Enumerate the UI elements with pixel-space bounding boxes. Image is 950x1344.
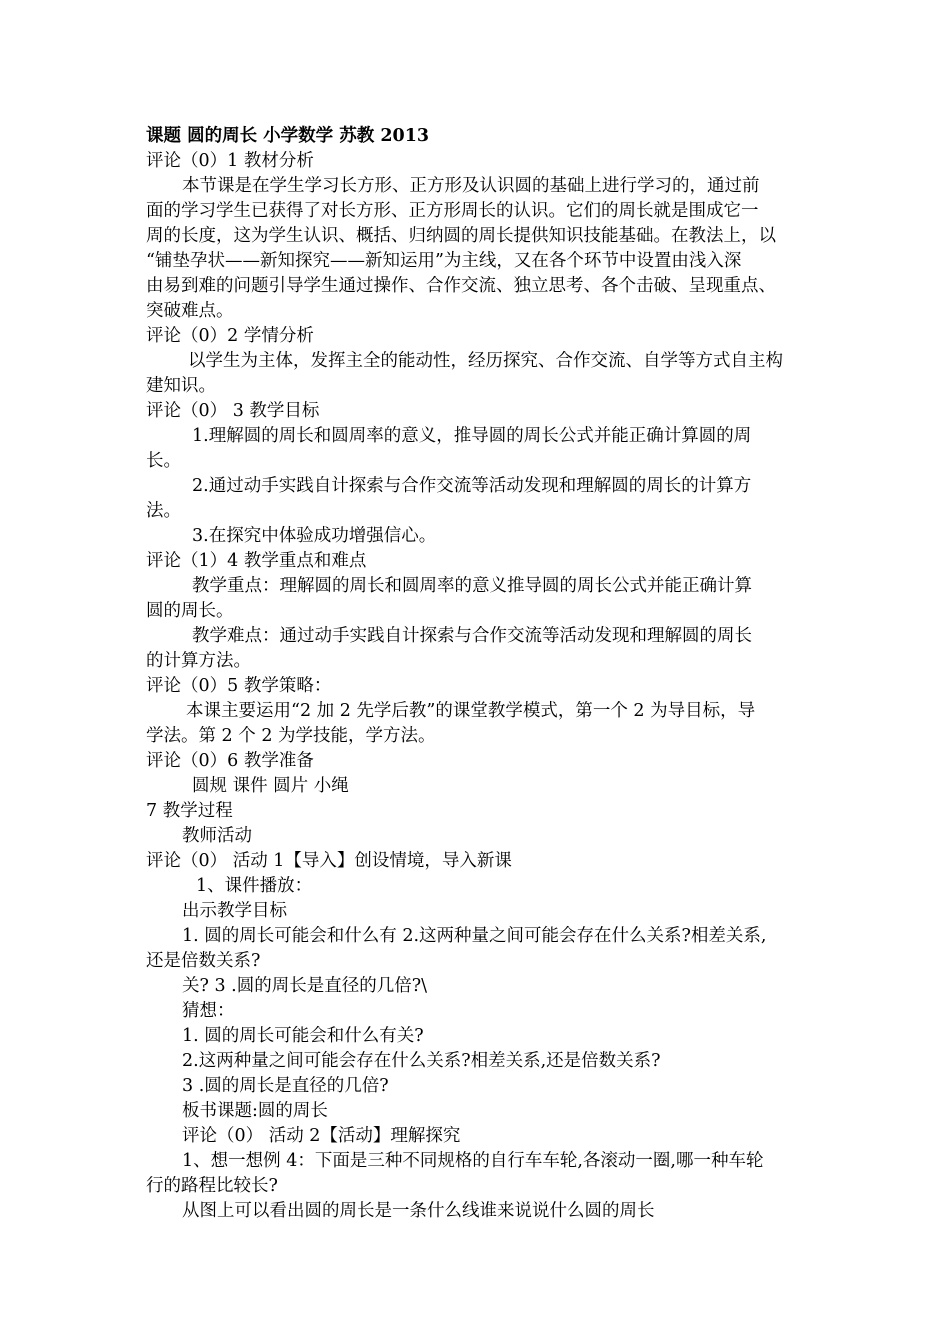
paragraph-line: 建知识。 xyxy=(146,376,216,396)
paragraph-line: 还是倍数关系? xyxy=(146,951,261,971)
section-heading: 评论（0）6 教学准备 xyxy=(146,751,314,771)
paragraph-line: 2.这两种量之间可能会存在什么关系?相差关系,还是倍数关系? xyxy=(182,1051,661,1071)
paragraph-line: 突破难点。 xyxy=(146,301,234,321)
paragraph-line: 周的长度，这为学生认识、概括、归纳圆的周长提供知识技能基础。在教法上，以 xyxy=(146,226,776,246)
paragraph-line: 1、想一想例 4：下面是三种不同规格的自行车车轮,各滚动一圈,哪一种车轮 xyxy=(182,1151,764,1171)
paragraph-line: 教学重点：理解圆的周长和圆周率的意义推导圆的周长公式并能正确计算 xyxy=(192,576,752,596)
section-heading: 评论（0） 活动 2【活动】理解探究 xyxy=(182,1126,461,1146)
paragraph-line: 教学难点：通过动手实践自计探索与合作交流等活动发现和理解圆的周长 xyxy=(192,626,752,646)
section-heading: 评论（0）5 教学策略： xyxy=(146,676,332,696)
paragraph-line: 本节课是在学生学习长方形、正方形及认识圆的基础上进行学习的，通过前 xyxy=(182,176,760,196)
section-heading: 评论（0）1 教材分析 xyxy=(146,151,314,171)
paragraph-line: 长。 xyxy=(146,451,181,471)
paragraph-line: 圆的周长。 xyxy=(146,601,234,621)
section-heading: 评论（0） 3 教学目标 xyxy=(146,401,320,421)
section-heading: 评论（0）2 学情分析 xyxy=(146,326,314,346)
paragraph-line: 法。 xyxy=(146,501,181,521)
section-heading: 评论（1）4 教学重点和难点 xyxy=(146,551,367,571)
paragraph-line: 以学生为主体，发挥主全的能动性，经历探究、合作交流、自学等方式自主构 xyxy=(188,351,783,371)
paragraph-line: 教师活动 xyxy=(182,826,252,846)
paragraph-line: 面的学习学生已获得了对长方形、正方形周长的认识。它们的周长就是围成它一 xyxy=(146,201,759,221)
paragraph-line: 2.通过动手实践自计探索与合作交流等活动发现和理解圆的周长的计算方 xyxy=(192,476,752,496)
paragraph-line: 的计算方法。 xyxy=(146,651,251,671)
paragraph-line: 由易到难的问题引导学生通过操作、合作交流、独立思考、各个击破、呈现重点、 xyxy=(146,276,776,296)
section-heading: 7 教学过程 xyxy=(146,801,233,821)
paragraph-line: 从图上可以看出圆的周长是一条什么线谁来说说什么圆的周长 xyxy=(182,1201,655,1221)
paragraph-line: “铺垫孕状——新知探究——新知运用”为主线，又在各个环节中设置由浅入深 xyxy=(146,251,742,271)
paragraph-line: 3.在探究中体验成功增强信心。 xyxy=(192,526,437,546)
paragraph-line: 板书课题:圆的周长 xyxy=(182,1101,328,1121)
paragraph-line: 出示教学目标 xyxy=(182,901,287,921)
paragraph-line: 1、课件播放： xyxy=(196,876,313,896)
paragraph-line: 3 .圆的周长是直径的几倍? xyxy=(182,1076,389,1096)
paragraph-line: 本课主要运用“2 加 2 先学后教”的课堂教学模式，第一个 2 为导目标，导 xyxy=(186,701,756,721)
paragraph-line: 1. 圆的周长可能会和什么有关? xyxy=(182,1026,424,1046)
paragraph-line: 行的路程比较长? xyxy=(146,1176,278,1196)
paragraph-line: 关? 3 .圆的周长是直径的几倍?\ xyxy=(182,976,427,996)
paragraph-line: 1.理解圆的周长和圆周率的意义，推导圆的周长公式并能正确计算圆的周 xyxy=(192,426,752,446)
section-heading: 评论（0） 活动 1【导入】创设情境，导入新课 xyxy=(146,851,512,871)
paragraph-line: 学法。第 2 个 2 为学技能，学方法。 xyxy=(146,726,436,746)
paragraph-line: 猜想： xyxy=(182,1001,235,1021)
paragraph-line: 1. 圆的周长可能会和什么有 2.这两种量之间可能会存在什么关系?相差关系, xyxy=(182,926,767,946)
paragraph-line: 圆规 课件 圆片 小绳 xyxy=(192,776,349,796)
document-title: 课题 圆的周长 小学数学 苏教 2013 xyxy=(146,126,430,146)
